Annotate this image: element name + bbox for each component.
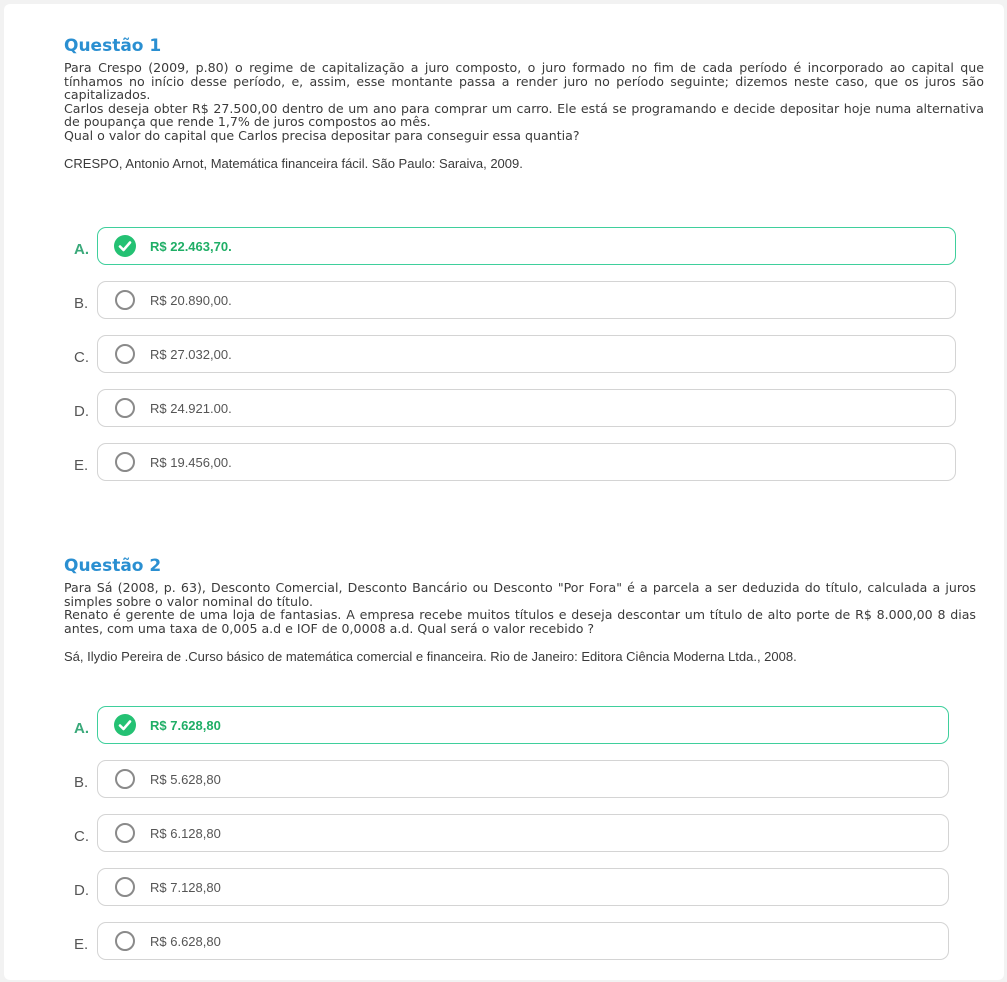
- option-letter: D.: [74, 403, 89, 420]
- statement-paragraph: Renato é gerente de uma loja de fantasias. A empresa recebe muitos títulos e deseja descontar um título de alto porte de R$ 8.000,00 8 dias antes, com uma taxa de 0,005 a.d e IOF de 0,0008 a.d. Qual será o valor recebido ?: [64, 607, 976, 636]
- option-label: R$ 22.463,70.: [150, 239, 232, 254]
- option-label: R$ 19.456,00.: [150, 455, 232, 470]
- statement-paragraph: Qual o valor do capital que Carlos precisa depositar para conseguir essa quantia?: [64, 127, 580, 143]
- option-label: R$ 5.628,80: [150, 772, 221, 787]
- question-title: Questão 2: [64, 556, 162, 576]
- statement-paragraph: Carlos deseja obter R$ 27.500,00 dentro de um ano para comprar um carro. Ele está se programando e decide depositar hoje numa alternativa de poupança que rende 1,7% de juros compostos ao mês.: [64, 100, 984, 129]
- option-label: R$ 6.128,80: [150, 826, 221, 841]
- option-letter: A.: [74, 720, 89, 737]
- option-letter: D.: [74, 882, 89, 899]
- radio-circle-icon[interactable]: [115, 769, 135, 789]
- option-letter: C.: [74, 828, 89, 845]
- option-letter: A.: [74, 241, 89, 258]
- check-circle-icon: [114, 714, 136, 736]
- option-label: R$ 27.032,00.: [150, 347, 232, 362]
- radio-circle-icon[interactable]: [115, 452, 135, 472]
- option-box[interactable]: [97, 335, 956, 373]
- option-box[interactable]: [97, 922, 949, 960]
- question-title: Questão 1: [64, 36, 162, 56]
- option-label: R$ 7.628,80: [150, 718, 221, 733]
- radio-circle-icon[interactable]: [115, 290, 135, 310]
- radio-circle-icon[interactable]: [115, 931, 135, 951]
- option-box[interactable]: [97, 227, 956, 265]
- question-reference: Sá, Ilydio Pereira de .Curso básico de matemática comercial e financeira. Rio de Janeiro: Editora Ciência Moderna Ltda., 2008.: [64, 649, 797, 664]
- option-box[interactable]: [97, 281, 956, 319]
- question-statement: [64, 61, 984, 142]
- question-statement: [64, 581, 976, 635]
- statement-paragraph: Para Sá (2008, p. 63), Desconto Comercial, Desconto Bancário ou Desconto "Por Fora" é a parcela a ser deduzida do título, calculada a juros simples sobre o valor nominal do título.: [64, 580, 976, 609]
- question-reference: CRESPO, Antonio Arnot, Matemática financeira fácil. São Paulo: Saraiva, 2009.: [64, 156, 523, 171]
- option-box[interactable]: [97, 868, 949, 906]
- option-label: R$ 20.890,00.: [150, 293, 232, 308]
- check-circle-icon: [114, 235, 136, 257]
- radio-circle-icon[interactable]: [115, 877, 135, 897]
- radio-circle-icon[interactable]: [115, 398, 135, 418]
- option-label: R$ 6.628,80: [150, 934, 221, 949]
- statement-paragraph: Para Crespo (2009, p.80) o regime de capitalização a juro composto, o juro formado no fim de cada período é incorporado ao capital que tínhamos no início desse período, e, assim, esse montante passa a render juro no período seguinte; dizemos neste caso, que os juros são capitalizados.: [64, 60, 984, 102]
- option-letter: B.: [74, 774, 89, 791]
- option-box[interactable]: [97, 814, 949, 852]
- option-letter: C.: [74, 349, 89, 366]
- radio-circle-icon[interactable]: [115, 344, 135, 364]
- option-label: R$ 24.921.00.: [150, 401, 232, 416]
- radio-circle-icon[interactable]: [115, 823, 135, 843]
- option-letter: B.: [74, 295, 89, 312]
- option-letter: E.: [74, 936, 89, 953]
- question-2: [64, 556, 976, 664]
- option-box[interactable]: [97, 760, 949, 798]
- question-1: [64, 36, 984, 171]
- option-letter: E.: [74, 457, 89, 474]
- option-box[interactable]: [97, 443, 956, 481]
- option-label: R$ 7.128,80: [150, 880, 221, 895]
- option-box[interactable]: [97, 706, 949, 744]
- option-box[interactable]: [97, 389, 956, 427]
